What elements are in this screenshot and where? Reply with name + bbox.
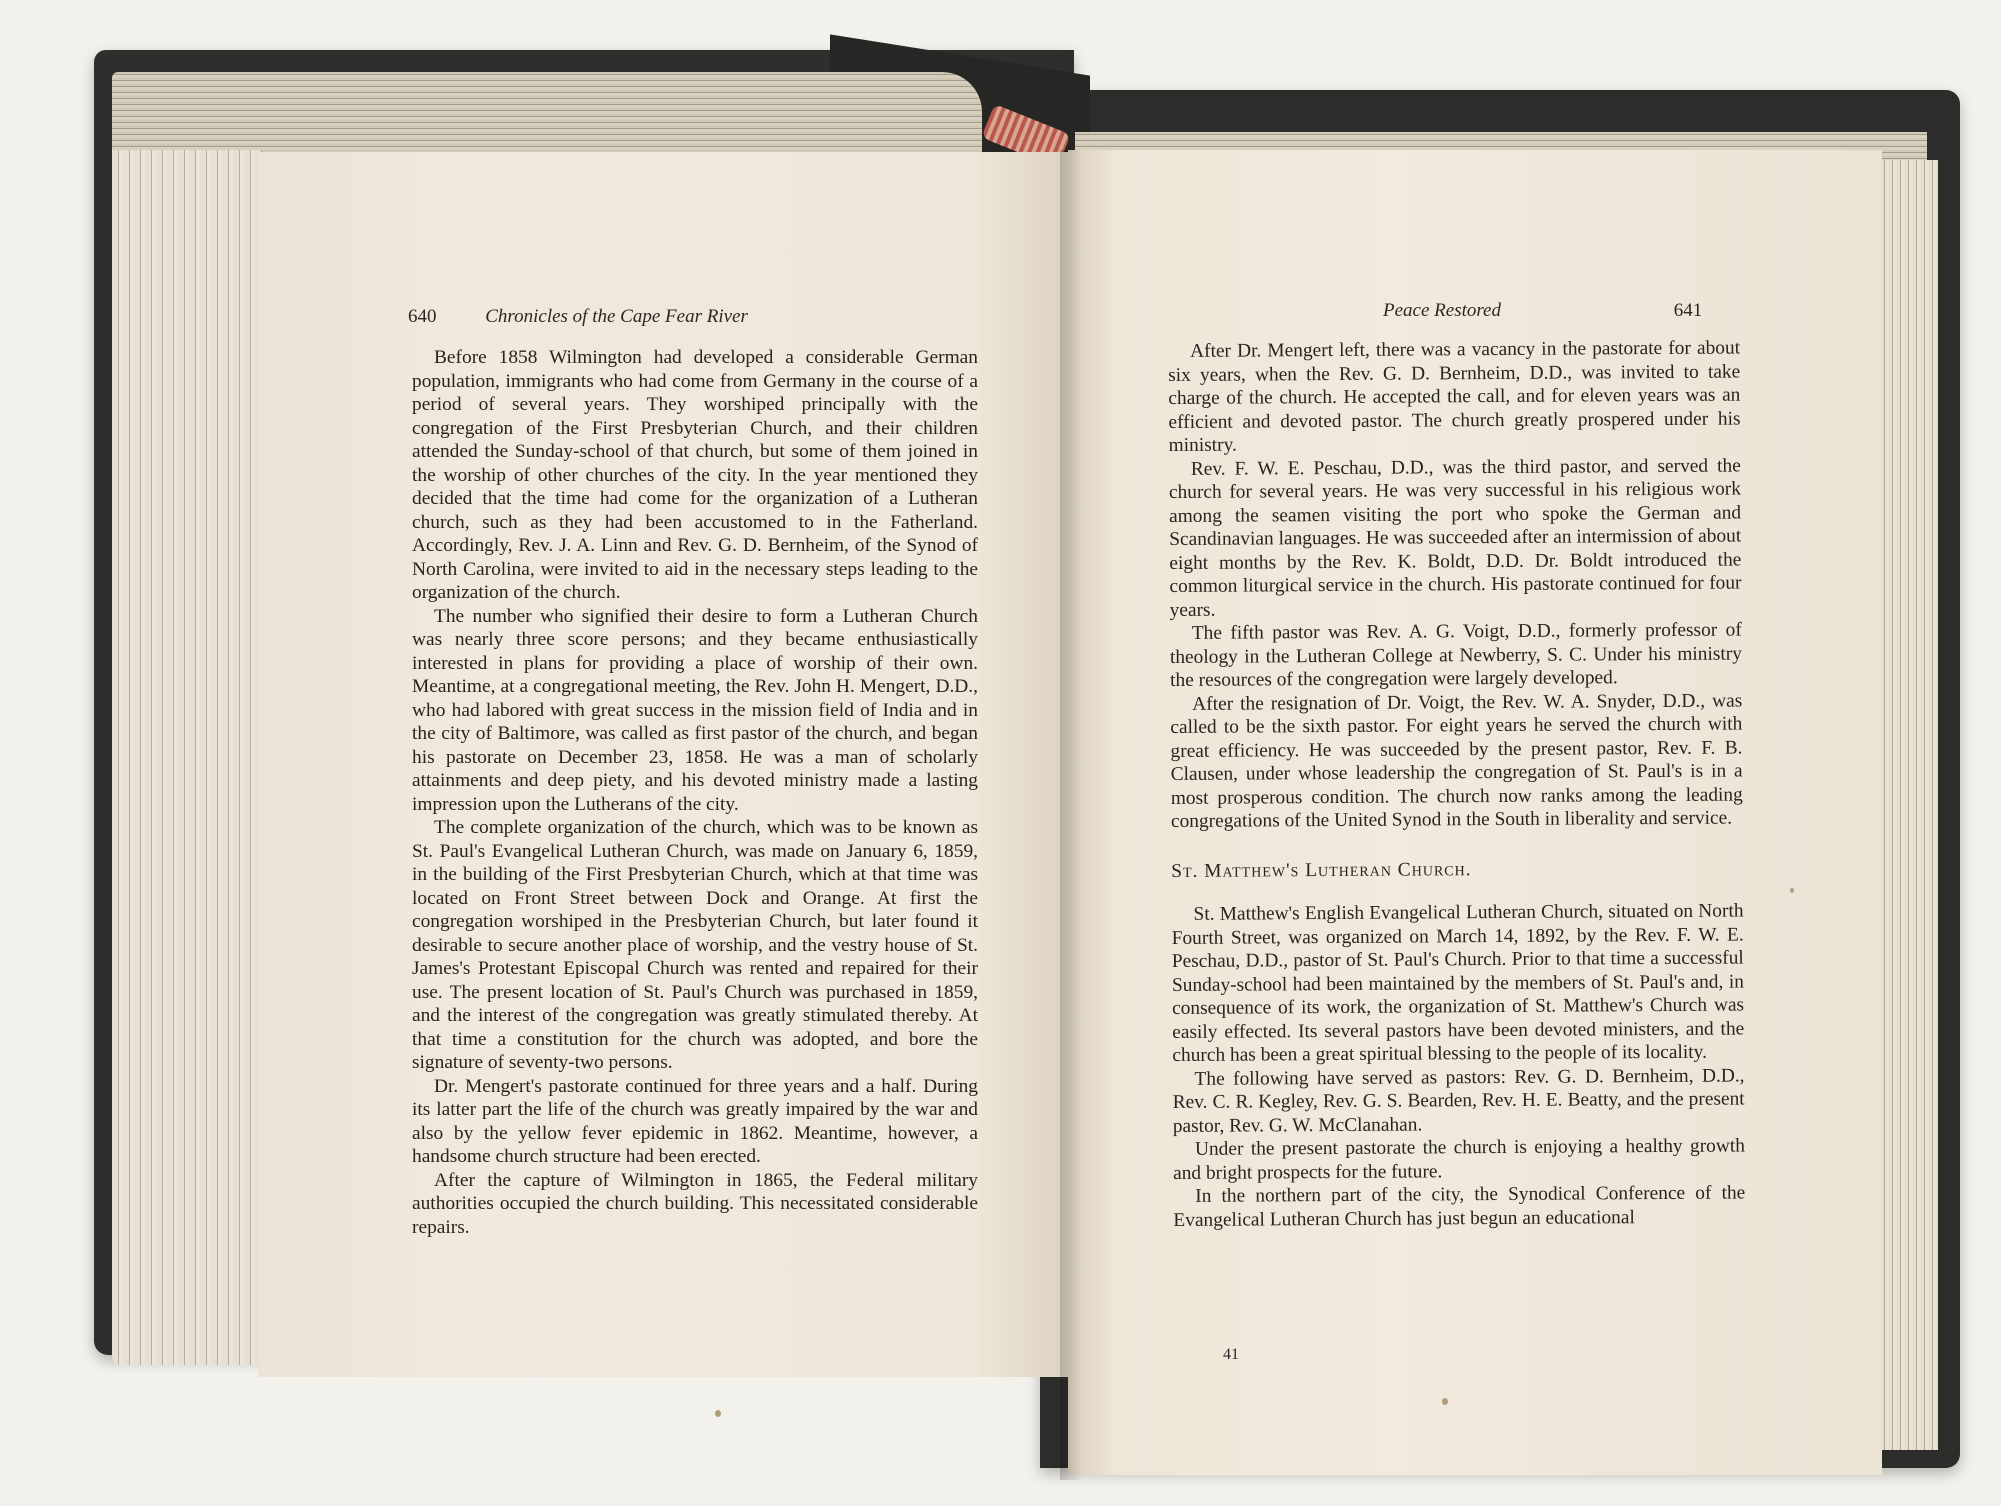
left-running-title: Chronicles of the Cape Fear River [485,306,748,327]
section-heading: St. Matthew's Lutheran Church. [1171,858,1472,882]
page-edges-right [1880,160,1938,1450]
right-page-text [1168,337,1745,1232]
paragraph: The number who signified their desire to form a Lutheran Church was nearly three score persons; and they became enthusiastically interested in plans for providing a place of worship of their own. Meantime, at a congregational meeting, the Rev. John H. Mengert, D.D., who had labored with great success in the mission field of India and in the city of Baltimore, was called as first pastor of the church, and began his pastorate on December 23, 1858. He was a man of scholarly attainments and deep piety, and his devoted ministry made a lasting impression upon the Lutherans of the city. [412,605,978,815]
right-page-number: 641 [1673,300,1703,321]
page-edges-left [112,150,262,1365]
paragraph: Rev. F. W. E. Peschau, D.D., was the third pastor, and served the church for several years. He was very successful in his religious work among the seamen visiting the port who spoke the German and Scandinavian languages. He was succeeded after an intermission of about eight months by the Rev. K. Boldt, D.D. Dr. Boldt introduced the common liturgical service in the church. His pastorate continued for four years. [1168,455,1742,621]
paragraph: The following have served as pastors: Rev. G. D. Bernheim, D.D., Rev. C. R. Kegley, Rev. G. S. Bearden, Rev. H. E. Beatty, and the present pastor, Rev. G. W. McClanahan. [1172,1064,1745,1137]
left-running-head [408,306,748,328]
paragraph: In the northern part of the city, the Synodical Conference of the Evangelical Lutheran Church has just begun an educational [1173,1182,1746,1231]
paragraph: The complete organization of the church, which was to be known as St. Paul's Evangelical Lutheran Church, was made on January 6, 1859, in the building of the First Presbyterian Church, which at that time was located on Front Street between Dock and Orange. At first the congregation worshiped in the Presbyterian Church, but later found it desirable to secure another place of worship, and the vestry house of St. James's Protestant Episcopal Church was rented and repaired for their use. The present location of St. Paul's Church was purchased in 1859, and the interest of the congregation was greatly stimulated thereby. At that time a constitution for the church was adopted, and bore the signature of seventy-two persons. [412,817,978,1073]
paper-fleck [1442,1398,1448,1405]
paragraph: After the resignation of Dr. Voigt, the Rev. W. A. Snyder, D.D., was called to be the sixth pastor. For eight years he served the church with great efficiency. He was succeeded by the present pastor, Rev. F. B. Clausen, under whose leadership the congregation of St. Paul's is in a most prosperous condition. The church now ranks among the leading congregations of the United Synod in the South in liberality and service. [1170,689,1743,832]
paragraph: St. Matthew's English Evangelical Lutheran Church, situated on North Fourth Street, was organized on March 14, 1892, by the Rev. F. W. E. Peschau, D.D., pastor of St. Paul's Church. Prior to that time a successful Sunday-school had been maintained by the members of St. Paul's and, in consequence of its work, the organization of St. Matthew's Church was easily effected. Its several pastors have been devoted ministers, and the church has been a great spiritual blessing to the people of its locality. [1171,900,1745,1066]
paragraph: Before 1858 Wilmington had developed a considerable German population, immigrants who had come from Germany in the course of a period of several years. They worshiped principally with the congregation of the First Presbyterian Church, and their children attended the Sunday-school of that church, but some of them joined in the worship of other churches of the city. In the year mentioned they decided that the time had come for the organization of a Lutheran church, such as they had been accustomed to in the Fatherland. Accordingly, Rev. J. A. Linn and Rev. G. D. Bernheim, of the Synod of North Carolina, were invited to aid in the necessary steps leading to the organization of the church. [412,347,978,603]
paper-fleck [715,1410,721,1417]
paper-fleck [1790,888,1794,893]
left-page-text [412,346,978,1239]
right-running-title: Peace Restored [1383,300,1501,321]
paragraph: The fifth pastor was Rev. A. G. Voigt, D.D., formerly professor of theology in the Lutheran College at Newberry, S. C. Under his ministry the resources of the congregation were largely developed. [1169,619,1742,691]
paragraph: Dr. Mengert's pastorate continued for three years and a half. During its latter part the life of the church was greatly impaired by the war and also by the yellow fever epidemic in 1862. Meantime, however, a handsome church structure had been erected. [412,1075,978,1167]
paragraph: After Dr. Mengert left, there was a vacancy in the pastorate for about six years, when the Rev. G. D. Bernheim, D.D., was invited to take charge of the church. He accepted the call, and for eleven years was an efficient and devoted pastor. The church greatly prospered under his ministry. [1168,337,1741,456]
left-page-number: 640 [408,306,437,327]
right-running-head [1383,300,1702,322]
paragraph: After the capture of Wilmington in 1865, the Federal military authorities occupied the church building. This necessitated considerable repairs. [412,1169,978,1238]
signature-mark: 41 [1223,1346,1239,1363]
paragraph: Under the present pastorate the church is enjoying a healthy growth and bright prospects for the future. [1173,1135,1745,1184]
book-gutter [1060,150,1082,1480]
